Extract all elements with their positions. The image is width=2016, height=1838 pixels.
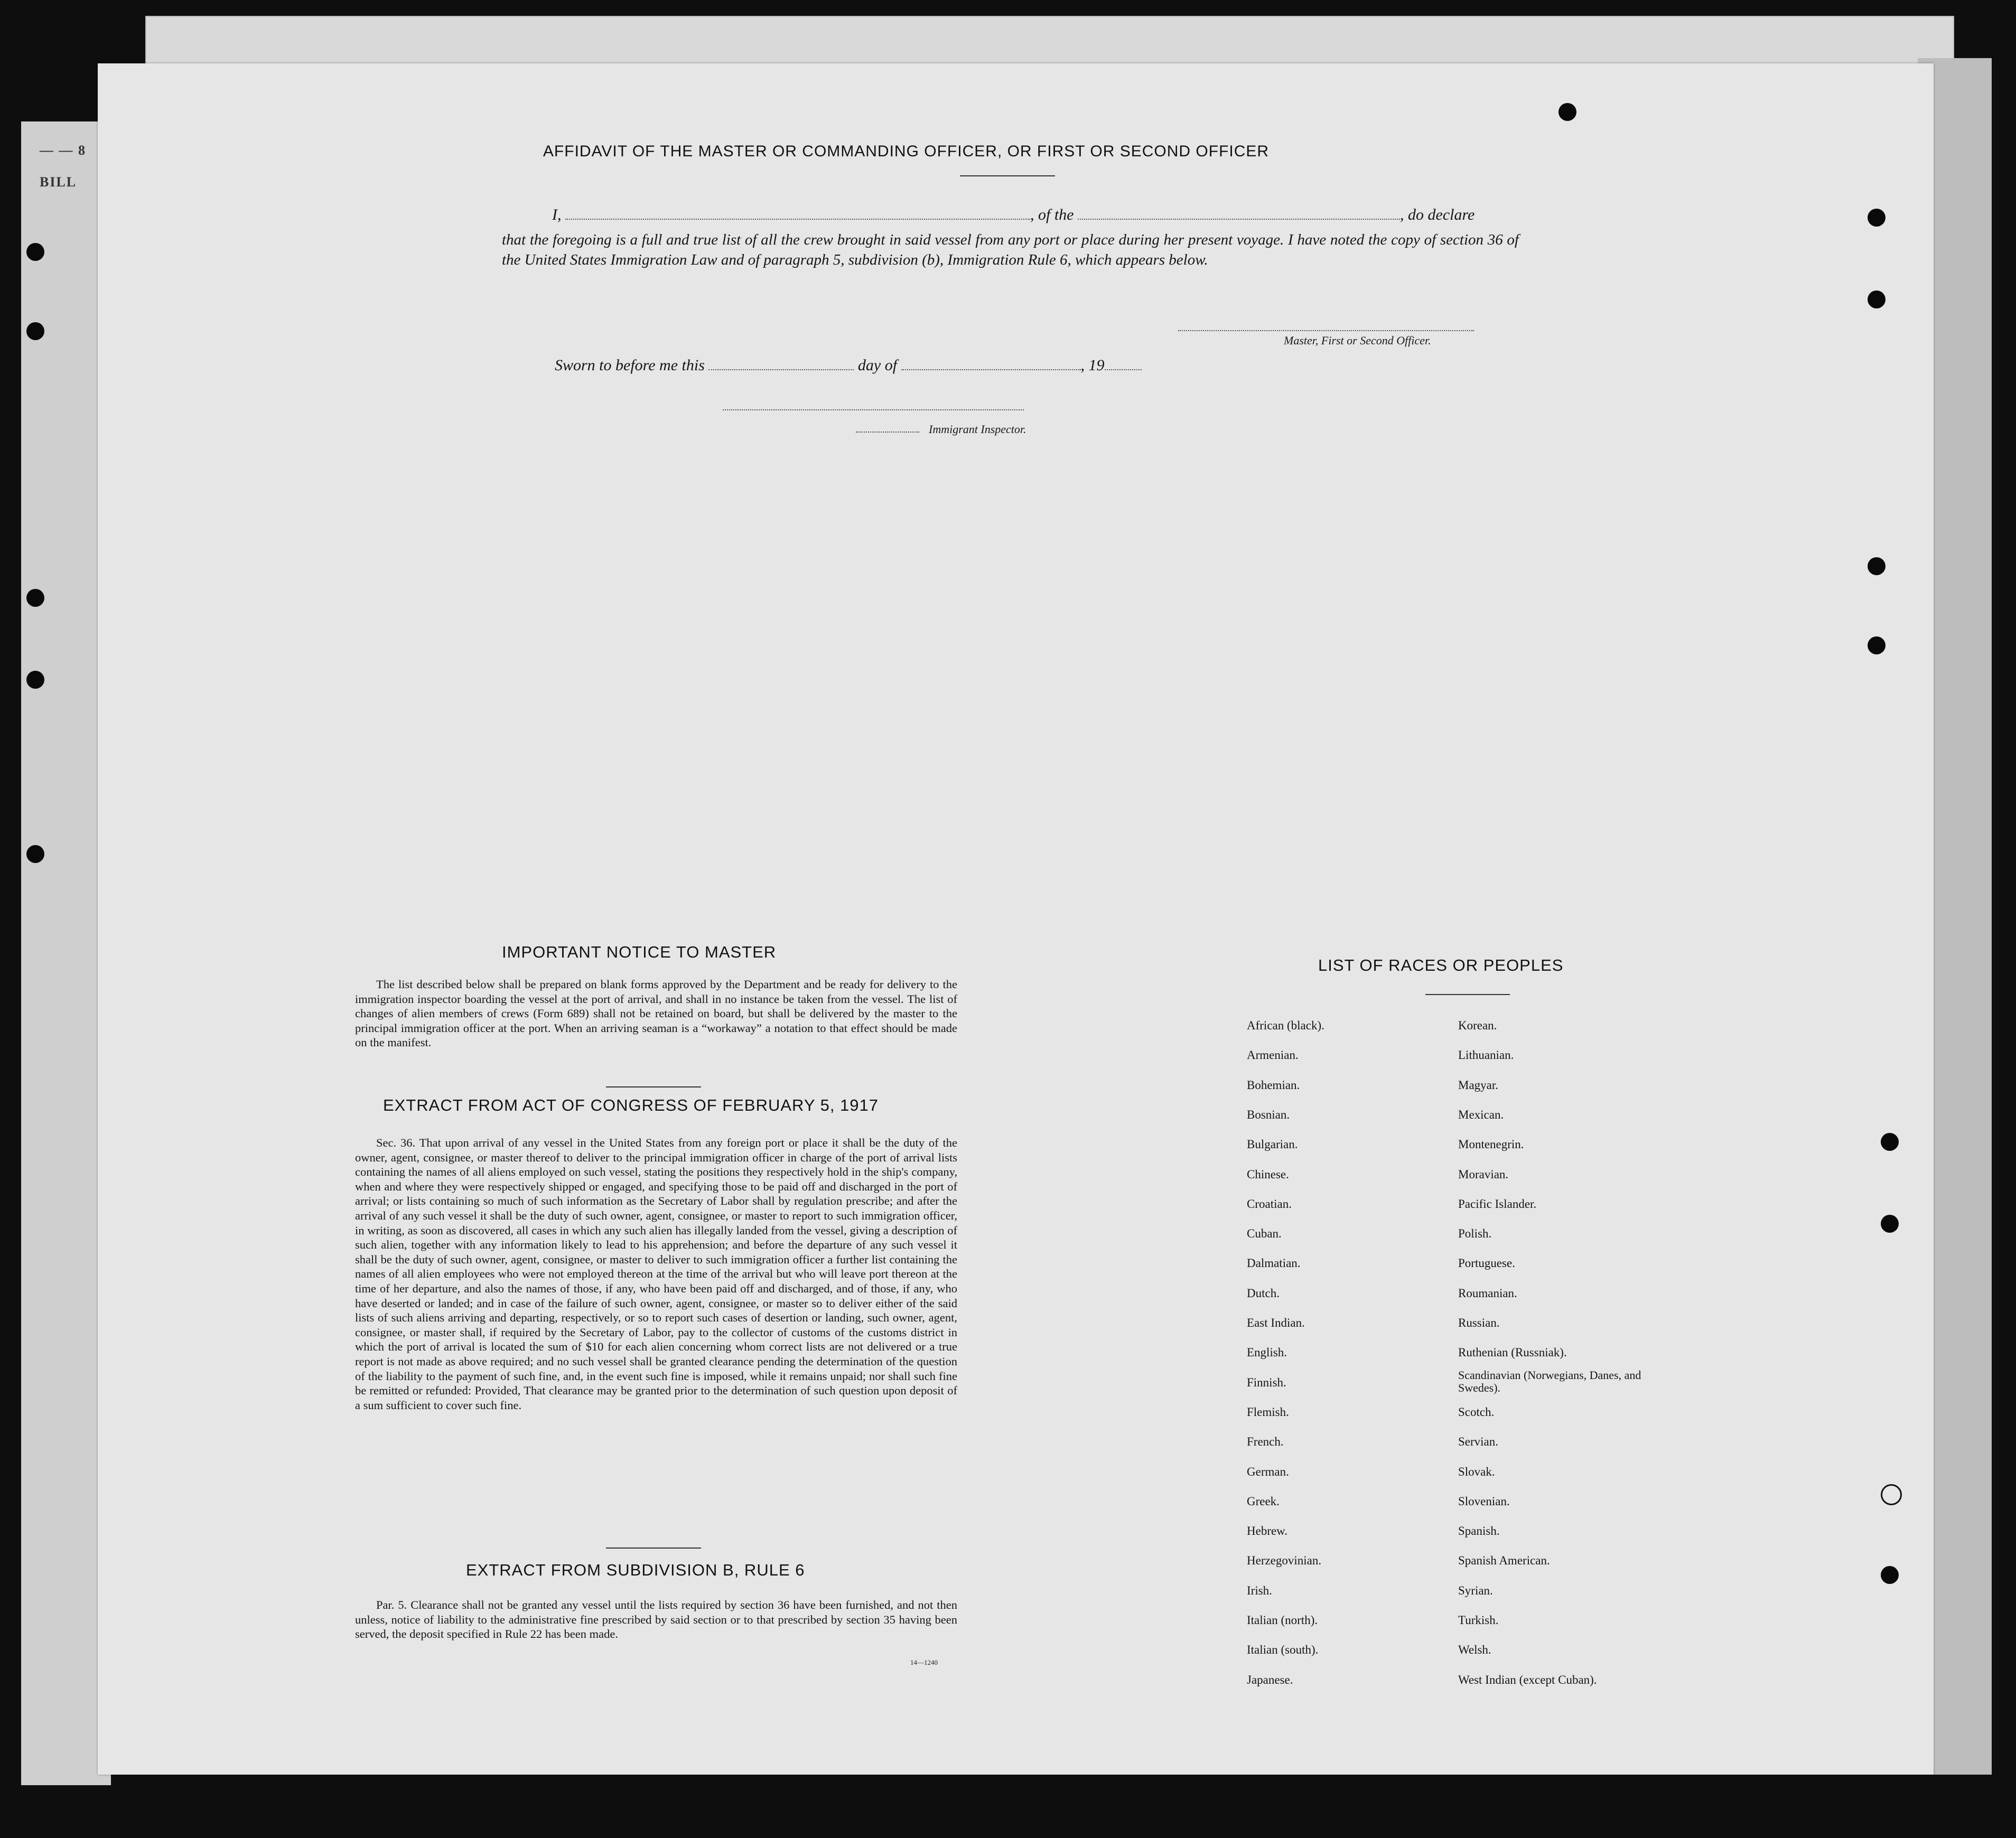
punch-hole <box>26 589 44 607</box>
do-declare-label: , do declare <box>1400 206 1475 223</box>
race-right-item: Spanish American. <box>1458 1554 1550 1568</box>
day-of-label: day of <box>857 357 898 374</box>
act-extract-paragraph: Sec. 36. That upon arrival of any vessel in the United States from any foreign port or place it shall be the duty of the owner, agent, consignee, or master thereof to deliver to the principal immigration officer in charge of the port of arrival lists containing the names of all aliens employed on such vessel, stating the positions they respectively hold in the ship's company, when and where they were respectively shipped or engaged, and specifying those to be paid off and discharged in the port of arrival; or lists containing so much of such information as the Secretary of Labor shall by regulation prescribe; and after the arrival of any such vessel it shall be the duty of such owner, agent, consignee, or master to report to such immigration officer, in writing, as soon as discovered, all cases in which any such alien has illegally landed from the vessel, giving a description of such alien, together with any information likely to lead to his apprehension; and before the departure of any such vessel it shall be the duty of such owner, agent, consignee, or master to deliver to such immigration officer a further list containing the names of all alien employees who were not employed thereon at the time of the arrival but who will leave port thereon at the time of her departure, and also the names of those, if any, who have been paid off and discharged, and of those, if any, who have deserted or landed; and in case of the failure of such owner, agent, consignee, or master so to deliver either of the said lists of such aliens arriving and departing, respectively, or so to report such cases of desertion or landing, such owner, agent, consignee, or master shall, if required by the Secretary of Labor, pay to the collector of customs of the customs district in which the port of arrival is located the sum of $10 for each alien concerning whom correct lists are not delivered or a true report is not made as above required; and no such vessel shall be granted clearance pending the determination of the question of the liability to the payment of such fine, and, in the event such fine is imposed, while it remains unpaid; nor shall such fine be remitted or refunded: Provided, That clearance may be granted prior to the determination of such question upon deposit of a sum sufficient to cover such fine. <box>355 1136 957 1412</box>
punch-hole <box>1558 103 1576 121</box>
race-left-item: Cuban. <box>1247 1227 1282 1241</box>
act-extract-title: EXTRACT FROM ACT OF CONGRESS OF FEBRUARY 5, 1917 <box>383 1096 879 1114</box>
notice-paragraph: The list described below shall be prepared on blank forms approved by the Department and be ready for delivery to the immigration inspector boarding the vessel at the port of arrival, and shall in no instance be taken from the vessel. The list of changes of alien members of crews (Form 689) shall not be retained on board, but shall be delivered by the master to the principal immigration officer at the port. When an arriving seaman is a “workaway” a notation to that effect should be made on the manifest. <box>355 978 957 1049</box>
race-right-item: Scotch. <box>1458 1405 1495 1419</box>
race-right-item: Spanish. <box>1458 1524 1500 1538</box>
race-left-item: Armenian. <box>1247 1048 1299 1062</box>
inspector-short-line <box>856 432 919 433</box>
affidavit-title: AFFIDAVIT OF THE MASTER OR COMMANDING OFFICER, OR FIRST OR SECOND OFFICER <box>543 143 1270 160</box>
race-left-item: Dalmatian. <box>1247 1256 1301 1270</box>
rule-extract-paragraph: Par. 5. Clearance shall not be granted any vessel until the lists required by section 36 have been furnished, and not then unless, notice of liability to the administrative fine prescribed by said section or to that prescribed by section 35 having been served, the deposit specified in Rule 22 has been made. <box>355 1598 957 1641</box>
race-right-item: Slovak. <box>1458 1465 1495 1478</box>
punch-hole <box>26 322 44 340</box>
race-right-item: Portuguese. <box>1458 1256 1515 1270</box>
notice-title: IMPORTANT NOTICE TO MASTER <box>502 943 777 961</box>
race-right-item: Slovenian. <box>1458 1494 1510 1508</box>
race-right-item: West Indian (except Cuban). <box>1458 1673 1597 1686</box>
race-right-item: Lithuanian. <box>1458 1048 1514 1062</box>
punch-hole <box>1881 1566 1899 1584</box>
year-blank <box>1105 367 1142 370</box>
race-right-item: Pacific Islander. <box>1458 1197 1537 1211</box>
year-prefix-label: , 19 <box>1080 357 1105 374</box>
race-left-item: French. <box>1247 1435 1284 1449</box>
race-left-item: Greek. <box>1247 1494 1280 1508</box>
races-title: LIST OF RACES OR PEOPLES <box>1318 956 1564 974</box>
master-caption: Master, First or Second Officer. <box>1284 334 1431 347</box>
race-left-item: Croatian. <box>1247 1197 1292 1211</box>
punch-hole <box>1868 209 1886 227</box>
race-left-item: Flemish. <box>1247 1405 1289 1419</box>
punch-hole <box>26 243 44 261</box>
race-left-item: English. <box>1247 1346 1287 1359</box>
race-right-item: Mexican. <box>1458 1108 1504 1121</box>
act-extract-text <box>355 1136 957 1412</box>
race-left-item: East Indian. <box>1247 1316 1305 1329</box>
race-left-item: Bulgarian. <box>1247 1138 1298 1151</box>
race-right-item: Magyar. <box>1458 1078 1499 1092</box>
punch-hole <box>1868 557 1886 575</box>
inspector-signature-line <box>723 409 1024 410</box>
race-right-item: Scandinavian (Norwegians, Danes, and Swedes). <box>1458 1368 1641 1394</box>
day-blank <box>708 367 854 370</box>
notice-text <box>355 977 957 1050</box>
punch-hole <box>1881 1215 1899 1233</box>
race-right-item: Polish. <box>1458 1227 1492 1241</box>
punch-hole <box>1868 290 1886 308</box>
punch-hole <box>1881 1133 1899 1151</box>
race-right-item: Syrian. <box>1458 1583 1493 1597</box>
race-left-item: Irish. <box>1247 1583 1272 1597</box>
master-signature-line <box>1178 330 1474 331</box>
punch-hole-outline <box>1881 1484 1902 1505</box>
race-right-item: Welsh. <box>1458 1643 1491 1657</box>
race-left-item: Dutch. <box>1247 1286 1280 1300</box>
race-right-item: Roumanian. <box>1458 1286 1517 1300</box>
affidavit-title-rule <box>960 175 1055 176</box>
race-left-item: Italian (south). <box>1247 1643 1319 1657</box>
race-right-item: Korean. <box>1458 1019 1497 1032</box>
sworn-line <box>555 357 1142 374</box>
race-left-item: Finnish. <box>1247 1375 1286 1389</box>
punch-hole <box>26 671 44 689</box>
of-the-label: , of the <box>1030 206 1074 223</box>
race-left-item: African (black). <box>1247 1019 1324 1032</box>
race-right-item: Servian. <box>1458 1435 1499 1449</box>
race-left-item: Chinese. <box>1247 1167 1289 1181</box>
punch-hole <box>1868 636 1886 654</box>
affidavit-line-1 <box>552 206 1474 224</box>
race-left-item: German. <box>1247 1465 1289 1478</box>
race-right-item: Ruthenian (Russniak). <box>1458 1346 1567 1359</box>
affidavit-paragraph: that the foregoing is a full and true list of all the crew brought in said vessel from any port or place during her present voyage. I have noted the copy of section 36 of the United States Immigration Law and of paragraph 5, subdivision (b), Immigration Rule 6, which appears below. <box>502 231 1519 268</box>
race-left-item: Italian (north). <box>1247 1614 1318 1627</box>
race-left-item: Herzegovinian. <box>1247 1554 1322 1568</box>
rule-extract-text <box>355 1598 957 1642</box>
race-right-item: Russian. <box>1458 1316 1500 1329</box>
race-left-item: Bohemian. <box>1247 1078 1300 1092</box>
race-right-item: Montenegrin. <box>1458 1138 1524 1151</box>
form-number: 14—1240 <box>910 1658 938 1666</box>
race-left-item: Bosnian. <box>1247 1108 1290 1121</box>
races-title-rule <box>1425 994 1510 995</box>
race-right-item: Turkish. <box>1458 1614 1499 1627</box>
rule-extract-title: EXTRACT FROM SUBDIVISION B, RULE 6 <box>466 1561 805 1579</box>
punch-hole <box>26 845 44 863</box>
race-right-item: Moravian. <box>1458 1167 1509 1181</box>
vessel-name-blank <box>1078 217 1400 220</box>
inspector-caption: Immigrant Inspector. <box>929 423 1026 436</box>
act-extract-rule <box>606 1548 701 1549</box>
declarant-label: I, <box>552 206 562 223</box>
declarant-name-blank <box>565 217 1030 220</box>
form-page <box>98 63 1934 1775</box>
sworn-to-label: Sworn to before me this <box>555 357 705 374</box>
race-left-item: Hebrew. <box>1247 1524 1288 1538</box>
race-left-item: Japanese. <box>1247 1673 1293 1686</box>
left-strip-text-1: BILL <box>40 174 77 190</box>
left-strip-text-2: — — 8 <box>40 143 86 158</box>
month-blank <box>901 367 1081 370</box>
notice-rule <box>606 1086 701 1087</box>
